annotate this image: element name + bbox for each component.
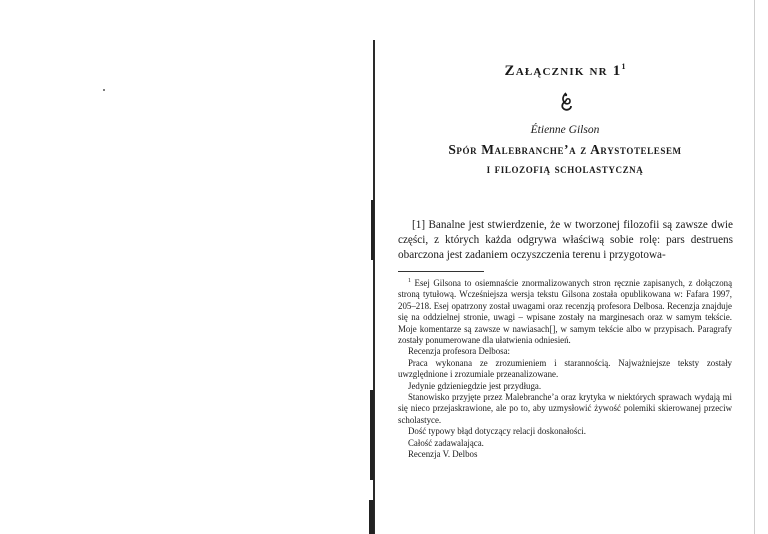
- review-line: Praca wykonana ze zrozumieniem i starannością. Najważniejsze teksty zostały uwzględnione i zrozumiale przeanalizowane.: [398, 357, 732, 380]
- review-heading: Recenzja profesora Delbosa:: [408, 346, 511, 357]
- footnote-separator: [398, 271, 484, 272]
- footnote-1-text: Esej Gilsona to osiemnaście znormalizowanych stron ręcznie zapisanych, z dołączoną stroną tytułową. Wcześniejsza wersja tekstu Gilsona została opublikowana w: Fafara 1997, 205–218. Esej opatrzony został uwagami oraz recenzją profesora Delbosa. Recenzja znajduje się na oddzielnej stronie, uwagi – wpisane zostały na marginesach oraz w samym tekście. Moje komentarze są zawsze w nawiasach[], w samym tekście albo w przypisach. Paragrafy zostały ponumerowane dla ułatwienia odniesień.: [398, 277, 733, 345]
- review-line: Jedynie gdzieniegdzie jest przydługa.: [408, 380, 542, 391]
- appendix-label: Załącznik nr 1: [504, 63, 622, 79]
- review-line: Całość zadawalająca.: [408, 437, 484, 448]
- gutter-shadow-mark: [370, 390, 374, 480]
- gutter-shadow-mark: [369, 500, 374, 534]
- title-line-2: i filozofią scholastyczną: [486, 161, 644, 176]
- page-edge: [754, 0, 755, 534]
- review-line: Stanowisko przyjęte przez Malebranche’a oraz krytyka w niektórych sprawach wydają mi się nieco przejaskrawione, ale po to, aby uzmysłowić żywość polemiki skierowanej przeciw scholastyce.: [398, 392, 732, 425]
- essay-title: [400, 140, 730, 178]
- footnote-marker: 1: [408, 278, 411, 284]
- footnotes: [398, 276, 732, 460]
- main-text: [398, 218, 733, 263]
- title-line-1: Spór Malebranche’a z Arystotelesem: [448, 142, 682, 157]
- gutter-shadow-mark: [371, 200, 374, 260]
- appendix-note-marker: 1: [621, 62, 626, 71]
- review-signature: Recenzja V. Delbos: [408, 449, 478, 460]
- paragraph-1: [1] Banalne jest stwierdzenie, że w tworzonej filozofii są zawsze dwie części, z których każda odgrywa właściwą sobie rolę: pars destruens obarczona jest zadaniem oczyszczenia terenu i przygotowa-: [398, 219, 733, 261]
- speck: [103, 89, 105, 91]
- section-ornament-icon: [558, 92, 574, 112]
- author-name: Étienne Gilson: [530, 124, 600, 136]
- appendix-heading: [400, 62, 730, 80]
- footnote-1: [398, 276, 732, 346]
- review-line: Dość typowy błąd dotyczący relacji doskonałości.: [408, 426, 586, 437]
